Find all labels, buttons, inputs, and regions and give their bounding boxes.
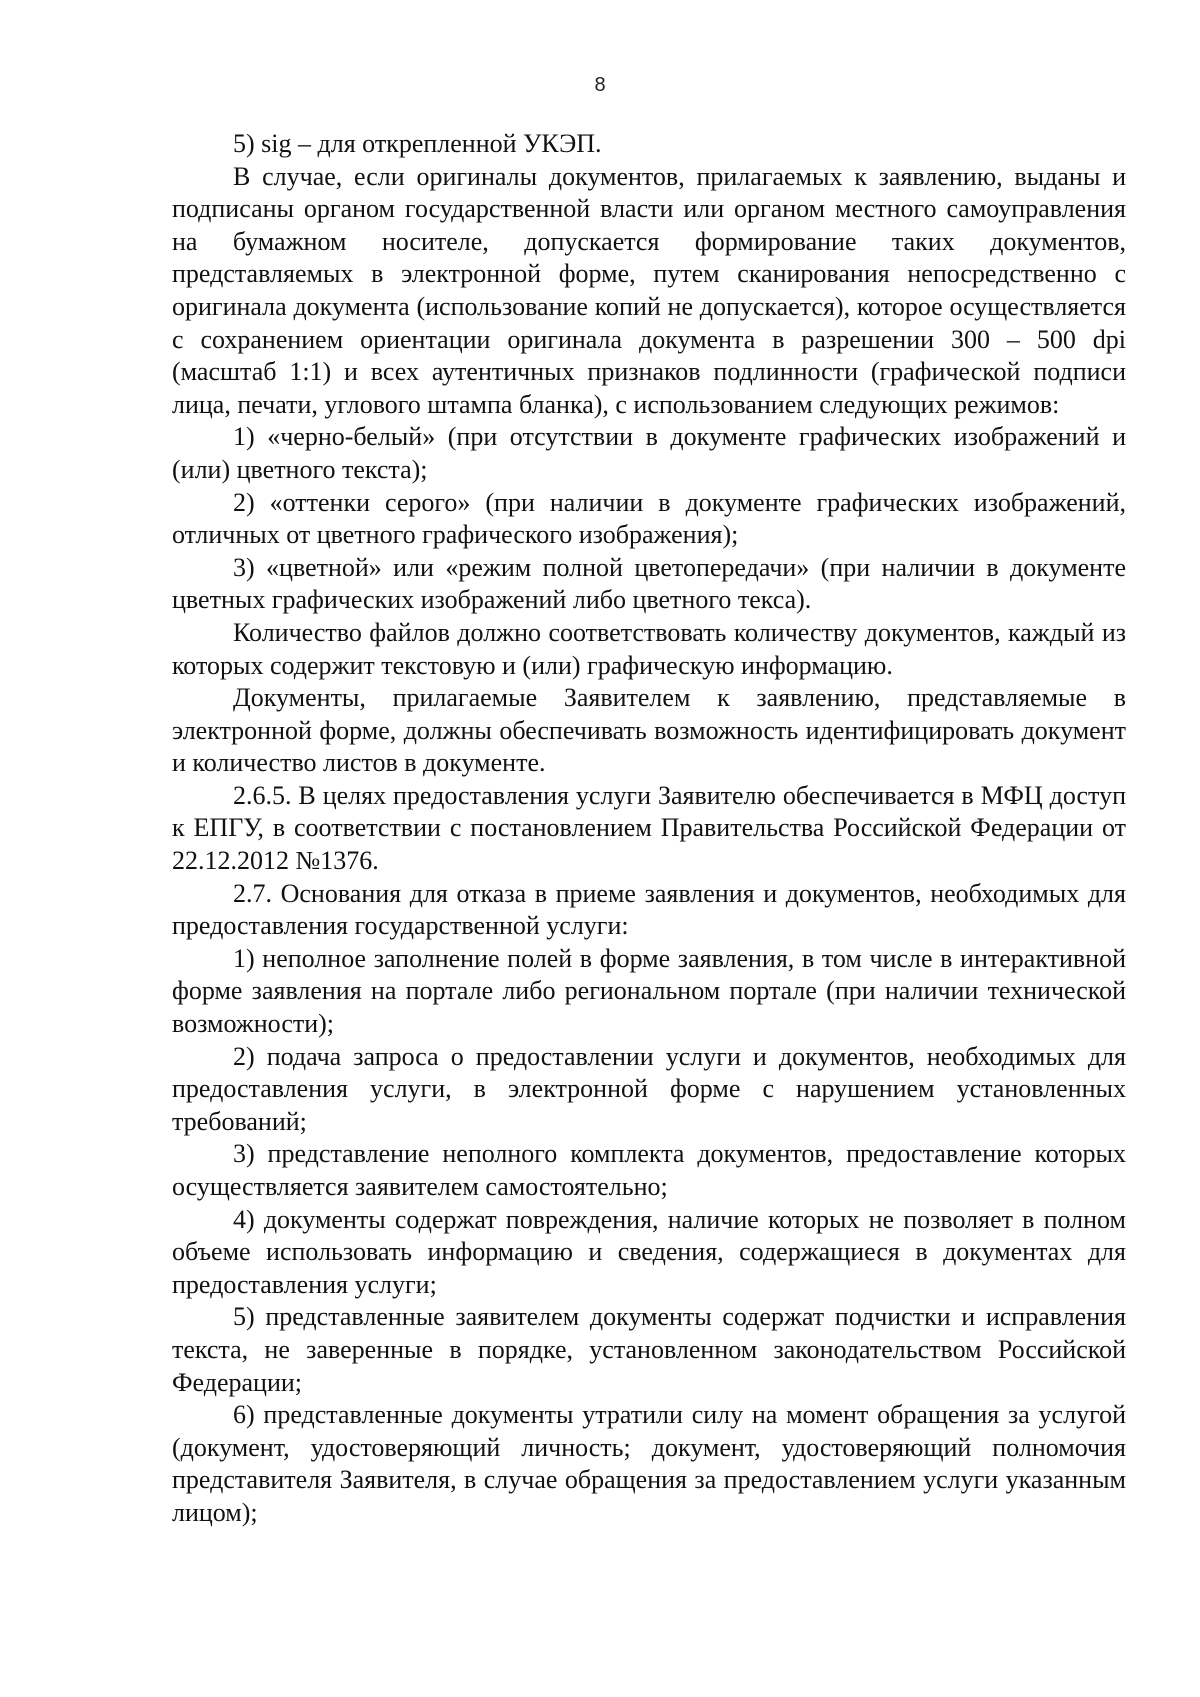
paragraph-refusal-reason-6: 6) представленные документы утратили силу на момент обращения за услугой (документ, удостоверяющий личность; документ, удостоверяющий полномочия представителя Заявителя, в случае обращения за предоставлением услуги указанным лицом); xyxy=(172,1400,1126,1527)
paragraph-file-count: Количество файлов должно соответствовать количеству документов, каждый из которых содержит текстовую и (или) графическую информацию. xyxy=(172,617,1126,680)
document-body xyxy=(172,128,1126,1530)
paragraph-refusal-reason-3: 3) представление неполного комплекта документов, предоставление которых осуществляется заявителем самостоятельно; xyxy=(172,1139,1126,1201)
paragraph-document-identification: Документы, прилагаемые Заявителем к заявлению, представляемые в электронной форме, должны обеспечивать возможность идентифицировать документ и количество листов в документе. xyxy=(172,683,1126,778)
paragraph-refusal-reason-1: 1) неполное заполнение полей в форме заявления, в том числе в интерактивной форме заявления на портале либо региональном портале (при наличии технической возможности); xyxy=(172,943,1126,1039)
paragraph-refusal-reason-5: 5) представленные заявителем документы содержат подчистки и исправления текста, не заверенные в порядке, установленном законодательством Российской Федерации; xyxy=(172,1302,1126,1397)
paragraph-refusal-reason-2: 2) подача запроса о предоставлении услуги и документов, необходимых для предоставления услуги, в электронной форме с нарушением установленных требований; xyxy=(172,1041,1126,1136)
paragraph-section-2-7: 2.7. Основания для отказа в приеме заявления и документов, необходимых для предоставления государственной услуги: xyxy=(172,878,1126,941)
page-number: 8 xyxy=(594,74,606,96)
paragraph-mode-grayscale: 2) «оттенки серого» (при наличии в документе графических изображений, отличных от цветного графического изображения); xyxy=(172,487,1126,550)
paragraph-sig-format: 5) sig – для открепленной УКЭП. xyxy=(233,129,602,158)
paragraph-section-2-6-5: 2.6.5. В целях предоставления услуги Заявителю обеспечивается в МФЦ доступ к ЕПГУ, в соответствии с постановлением Правительства Российской Федерации от 22.12.2012 №1376. xyxy=(172,780,1126,876)
paragraph-mode-color: 3) «цветной» или «режим полной цветопередачи» (при наличии в документе цветных графических изображений либо цветного текса). xyxy=(172,552,1126,615)
paragraph-mode-black-white: 1) «черно-белый» (при отсутствии в документе графических изображений и (или) цветного текста); xyxy=(172,422,1126,484)
paragraph-refusal-reason-4: 4) документы содержат повреждения, наличие которых не позволяет в полном объеме использовать информацию и сведения, содержащиеся в документах для предоставления услуги; xyxy=(172,1204,1126,1299)
paragraph-scanning-rules: В случае, если оригиналы документов, прилагаемых к заявлению, выданы и подписаны органом государственной власти или органом местного самоуправления на бумажном носителе, допускается формирование таких документов, представляемых в электронной форме, путем сканирования непосредственно с оригинала документа (использование копий не допускается), которое осуществляется с сохранением ориентации оригинала документа в разрешении 300 – 500 dpi (масштаб 1:1) и всех аутентичных признаков подлинности (графической подписи лица, печати, углового штампа бланка), с использованием следующих режимов: xyxy=(172,161,1126,419)
